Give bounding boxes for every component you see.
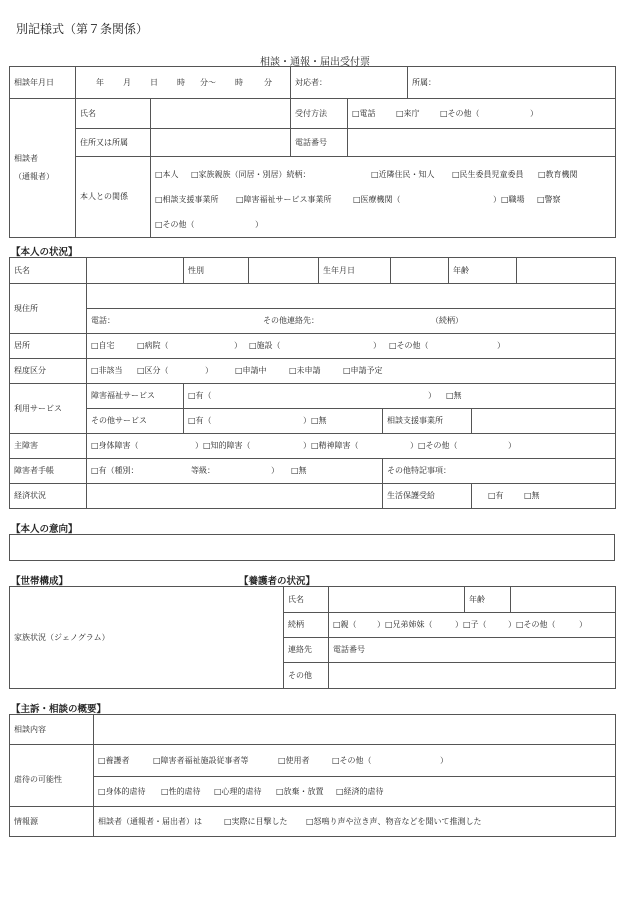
- age-label: 年齢: [449, 258, 517, 284]
- s-person-dis-opts-3: ）□その他（: [410, 441, 458, 451]
- support-office-input[interactable]: [472, 409, 616, 434]
- s-person-level-opts-1: □区分（: [137, 366, 169, 376]
- date-label: 相談年月日: [10, 67, 76, 99]
- gender-input[interactable]: [249, 258, 319, 284]
- s-summary-source-text-0: 相談者（通報者・届出者）は: [98, 816, 202, 826]
- s-person-res-opts-4: ）: [373, 341, 381, 351]
- services-label: 利用サービス: [10, 384, 87, 434]
- content-label: 相談内容: [10, 715, 94, 745]
- s-person-welfare-opts-0: □有（: [188, 391, 212, 401]
- t1-consultant-sub: （通報者）: [14, 172, 54, 181]
- other-service-label: その他サービス: [87, 409, 184, 434]
- t1-rel-line2-4: □警察: [537, 195, 561, 204]
- s-person-hb-opts-0: □有（種別：: [91, 466, 139, 476]
- person-table: [9, 257, 616, 509]
- t1-rel-line2-2: □医療機関（: [353, 195, 401, 204]
- phone-input[interactable]: [348, 129, 616, 157]
- t1-date-fields-0: 年: [96, 77, 104, 87]
- caregiver-contact-label: 連絡先: [284, 638, 329, 663]
- handbook-options[interactable]: [87, 459, 383, 484]
- s-caregiver-rel-opts-1: ）□兄弟姉妹（: [377, 620, 433, 630]
- welfare-aid-label: 生活保護受給: [383, 484, 472, 509]
- special-notes[interactable]: その他特記事項：: [383, 459, 616, 484]
- s-summary-abuse-line1-0: □養護者: [98, 755, 130, 765]
- source-label: 情報源: [10, 807, 94, 837]
- level-options[interactable]: [87, 359, 616, 384]
- dob-input[interactable]: [391, 258, 449, 284]
- s-summary-source-text-2: □怒鳴り声や泣き声、物音などを聞いて推測した: [306, 816, 482, 826]
- support-office-label: 相談支援事業所: [383, 409, 472, 434]
- s-person-hb-opts-2: ）: [271, 466, 279, 476]
- contact-row[interactable]: [87, 309, 616, 334]
- t1-rel-line1-3: □民生委員児童委員: [452, 170, 524, 179]
- method-options[interactable]: [348, 99, 616, 129]
- date-fields[interactable]: [76, 67, 291, 99]
- s-person-relation-paren: （続柄）: [431, 316, 463, 326]
- s-person-res-opts-6: ）: [497, 341, 505, 351]
- economy-label: 経済状況: [10, 484, 87, 509]
- s-caregiver-rel-opts-3: ）□その他（: [508, 620, 556, 630]
- economy-input[interactable]: [87, 484, 383, 509]
- t1-date-fields-3: 時: [177, 77, 185, 87]
- dob-label: 生年月日: [319, 258, 391, 284]
- household-table: [9, 586, 616, 689]
- intent-input[interactable]: [10, 535, 615, 561]
- address-label: 現住所: [10, 284, 87, 334]
- caregiver-relation-options[interactable]: [329, 613, 616, 638]
- s-person-other-opts-1: ）□無: [303, 416, 327, 426]
- t1-rel-line1-1: □家族親族（同居・別居）続柄：: [191, 170, 311, 179]
- s-person-welfare-opts-1: ）: [428, 391, 436, 401]
- residence-label: 居所: [10, 334, 87, 359]
- content-input[interactable]: [94, 715, 616, 745]
- relation-options[interactable]: [151, 157, 616, 238]
- t1-rel-line1-2: □近隣住民・知人: [371, 170, 435, 179]
- s-summary-abuse-line2-4: □経済的虐待: [336, 786, 384, 796]
- handbook-label: 障害者手帳: [10, 459, 87, 484]
- disability-options[interactable]: [87, 434, 616, 459]
- s-person-phone: 電話：: [91, 316, 115, 326]
- summary-section-heading: 【主訴・相談の概要】: [11, 704, 107, 715]
- residence-options[interactable]: [87, 334, 616, 359]
- intent-table: [9, 534, 615, 561]
- caregiver-age-input[interactable]: [511, 587, 616, 613]
- welfare-aid-options[interactable]: [472, 484, 616, 509]
- caregiver-section-heading: 【養護者の状況】: [239, 576, 316, 587]
- s-summary-abuse-line2-2: □心理的虐待: [214, 786, 262, 796]
- form-title: 相談・通報・届出受付票: [260, 57, 370, 68]
- caregiver-other-label: その他: [284, 663, 329, 689]
- person-name-label: 氏名: [10, 258, 87, 284]
- t1-method-opts-3: ）: [530, 108, 538, 118]
- s-person-res-opts-2: ）: [234, 341, 242, 351]
- relation-label: 本人との関係: [76, 157, 151, 238]
- s-person-hb-opts-3: □無: [291, 466, 307, 476]
- s-person-aid-opts-0: □有: [488, 491, 504, 501]
- address-label: 住所又は所属: [76, 129, 151, 157]
- other-service-options[interactable]: [184, 409, 383, 434]
- s-person-aid-opts-1: □無: [524, 491, 540, 501]
- summary-table: [9, 714, 616, 837]
- s-caregiver-rel-opts-2: ）□子（: [455, 620, 487, 630]
- s-person-other-contact: その他連絡先：: [263, 316, 319, 326]
- household-section-heading: 【世帯構成】: [11, 576, 69, 587]
- caregiver-name-input[interactable]: [329, 587, 465, 613]
- consultant-label: [10, 99, 76, 238]
- level-label: 程度区分: [10, 359, 87, 384]
- t1-date-fields-4: 分～: [200, 77, 216, 87]
- s-person-res-opts-0: □自宅: [91, 341, 115, 351]
- s-caregiver-rel-opts-0: □親（: [333, 620, 357, 630]
- family-genogram[interactable]: 家族状況（ジェノグラム）: [10, 587, 284, 689]
- person-section-heading: 【本人の状況】: [11, 247, 78, 258]
- person-name-input[interactable]: [87, 258, 184, 284]
- s-person-res-opts-1: □病院（: [137, 341, 169, 351]
- t1-rel-line3-0: □その他（: [155, 220, 195, 229]
- age-input[interactable]: [517, 258, 616, 284]
- s-summary-abuse-line1-3: □その他（: [332, 755, 372, 765]
- caregiver-relation-label: 続柄: [284, 613, 329, 638]
- s-person-dis-opts-2: ）□精神障害（: [303, 441, 359, 451]
- address-input[interactable]: [151, 129, 291, 157]
- name-label: 氏名: [76, 99, 151, 129]
- s-person-other-opts-0: □有（: [188, 416, 212, 426]
- t1-rel-line2-1: □障害福祉サービス事業所: [236, 195, 332, 204]
- s-summary-abuse-line1-1: □障害者福祉施設従事者等: [153, 755, 249, 765]
- t1-consultant-label: 相談者: [14, 154, 38, 164]
- s-summary-abuse-line2-1: □性的虐待: [161, 786, 201, 796]
- t1-rel-line1-0: □本人: [155, 170, 179, 179]
- t1-rel-line3-1: ）: [255, 220, 263, 229]
- s-person-res-opts-5: □その他（: [389, 341, 429, 351]
- address-input[interactable]: [87, 284, 616, 309]
- abuse-type-options[interactable]: [94, 777, 616, 807]
- t1-rel-line2-3: ）□職場: [493, 195, 525, 204]
- s-person-level-opts-0: □非該当: [91, 366, 123, 376]
- s-person-res-opts-3: □施設（: [249, 341, 281, 351]
- s-person-dis-opts-4: ）: [508, 441, 516, 451]
- caregiver-age-label: 年齢: [465, 587, 511, 613]
- s-caregiver-rel-opts-4: ）: [579, 620, 587, 630]
- t1-method-opts-2: □その他（: [440, 108, 480, 118]
- s-person-welfare-opts-2: □無: [446, 391, 462, 401]
- t1-date-fields-6: 分: [264, 77, 272, 87]
- caregiver-phone[interactable]: 電話番号: [329, 638, 616, 663]
- s-summary-abuse-line1-2: □使用者: [278, 755, 310, 765]
- s-summary-abuse-line2-0: □身体的虐待: [98, 786, 146, 796]
- s-person-level-opts-3: □申請中: [235, 366, 267, 376]
- abuse-label: 虐待の可能性: [10, 745, 94, 807]
- source-options[interactable]: [94, 807, 616, 837]
- t1-method-opts-0: □電話: [352, 108, 376, 118]
- consultation-table: [9, 66, 616, 238]
- s-summary-abuse-line2-3: □放棄・放置: [276, 786, 324, 796]
- s-person-dis-opts-1: ）□知的障害（: [195, 441, 251, 451]
- method-label: 受付方法: [291, 99, 348, 129]
- t1-method-opts-1: □来庁: [396, 108, 420, 118]
- t1-date-fields-1: 月: [123, 77, 131, 87]
- s-person-hb-opts-1: 等級：: [191, 466, 215, 476]
- handler-field[interactable]: 対応者：: [291, 67, 408, 99]
- intent-section-heading: 【本人の意向】: [11, 524, 78, 535]
- disability-label: 主障害: [10, 434, 87, 459]
- s-person-level-opts-4: □未申請: [289, 366, 321, 376]
- annex-label: 別記様式（第７条関係）: [16, 22, 149, 36]
- caregiver-name-label: 氏名: [284, 587, 329, 613]
- t1-date-fields-5: 時: [235, 77, 243, 87]
- caregiver-other-input[interactable]: [329, 663, 616, 689]
- dept-field[interactable]: 所属：: [408, 67, 616, 99]
- s-summary-abuse-line1-4: ）: [440, 755, 448, 765]
- abuse-perpetrator-options[interactable]: [94, 745, 616, 777]
- s-person-level-opts-5: □申請予定: [343, 366, 383, 376]
- phone-label: 電話番号: [291, 129, 348, 157]
- s-person-dis-opts-0: □身体障害（: [91, 441, 139, 451]
- t1-rel-line1-4: □教育機関: [538, 170, 578, 179]
- name-input[interactable]: [151, 99, 291, 129]
- s-person-level-opts-2: ）: [205, 366, 213, 376]
- s-summary-source-text-1: □実際に目撃した: [224, 816, 288, 826]
- welfare-service-label: 障害福祉サービス: [87, 384, 184, 409]
- t1-date-fields-2: 日: [150, 77, 158, 87]
- t1-rel-line2-0: □相談支援事業所: [155, 195, 219, 204]
- welfare-service-options[interactable]: [184, 384, 616, 409]
- gender-label: 性別: [184, 258, 249, 284]
